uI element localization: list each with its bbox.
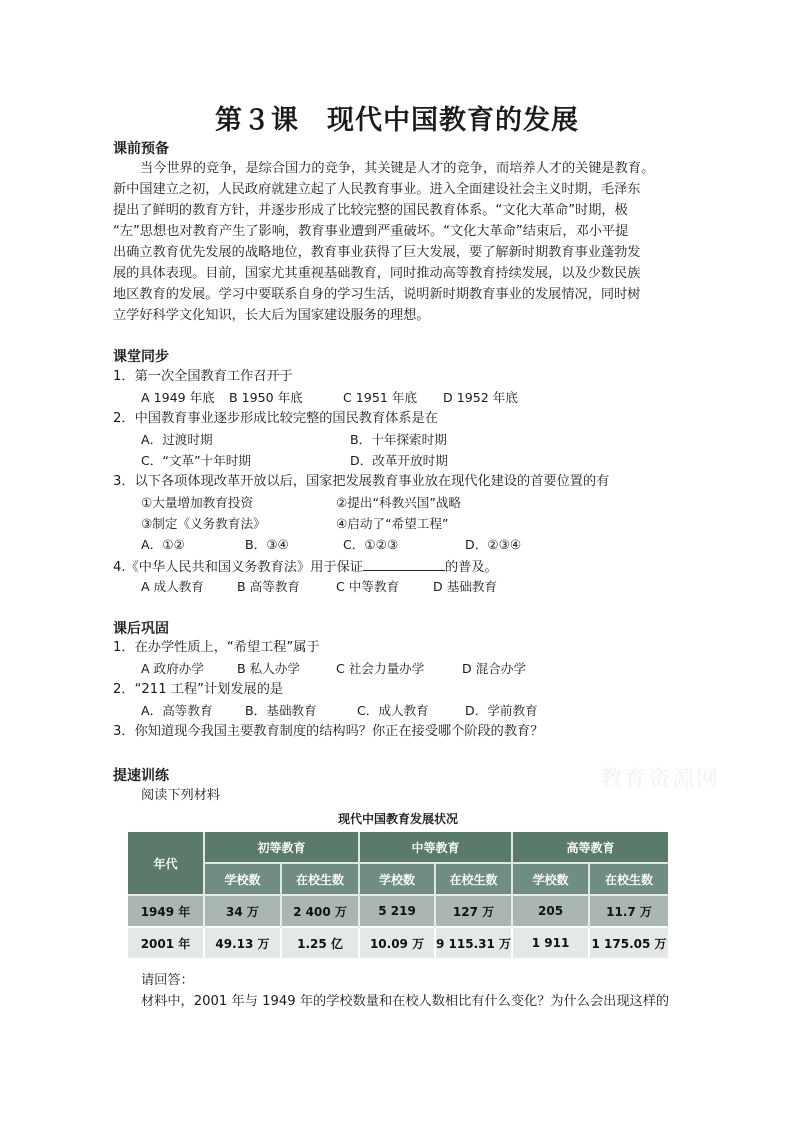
- paragraph-line: 立学好科学文化知识，长大后为国家建设服务的理想。: [113, 308, 430, 323]
- paragraph-line: 展的具体表现。目前，国家尤其重视基础教育，同时推动高等教育持续发展，以及少数民族: [113, 266, 641, 281]
- question-stem: [113, 556, 498, 578]
- page-title: 第３课 现代中国教育的发展: [215, 105, 579, 136]
- option-d: D 混合办学: [462, 661, 527, 676]
- option-c: C 社会力量办学: [336, 661, 425, 676]
- table-cell: 1 175.05 万: [589, 927, 668, 958]
- table-cell: 34 万: [204, 895, 281, 927]
- column-header-year: 年代: [128, 832, 204, 895]
- table-subheader-row: [128, 863, 668, 895]
- paragraph-line: 当今世界的竞争，是综合国力的竞争，其关键是人才的竞争，而培养人才的关键是教育。: [140, 161, 655, 176]
- table-cell: 1 911: [512, 927, 589, 958]
- option-b: B 高等教育: [237, 579, 301, 594]
- section-heading-preview: 课前预备: [113, 141, 169, 157]
- column-group-primary: 初等教育: [204, 832, 359, 863]
- column-header: 在校生数: [589, 863, 668, 895]
- table-cell: 2 400 万: [281, 895, 359, 927]
- table-cell: 1.25 亿: [281, 927, 359, 958]
- answer-prompt: 请回答：: [141, 973, 194, 988]
- question-stem: 3．你知道现今我国主要教育制度的结构吗？你正在接受哪个阶段的教育？: [113, 724, 544, 739]
- option-b: B．十年探索时期: [350, 432, 447, 447]
- option-a: A 1949 年底: [141, 390, 215, 405]
- section-heading-review: 课后巩固: [113, 621, 169, 637]
- question-stem: 2．“211 工程”计划发展的是: [113, 682, 284, 697]
- paragraph-line: “左”思想也对教育产生了影响，教育事业遭到严重破坏。“文化大革命”结束后，邓小平提: [113, 224, 629, 239]
- table-row: [128, 895, 668, 927]
- statement-item: ③制定《义务教育法》: [141, 516, 266, 531]
- option-a: A．高等教育: [141, 703, 213, 718]
- table-cell: 49.13 万: [204, 927, 281, 958]
- column-header: 学校数: [512, 863, 589, 895]
- table-cell: 2001 年: [128, 927, 204, 958]
- question-stem: 3．以下各项体现改革开放以后，国家把发展教育事业放在现代化建设的首要位置的有: [113, 474, 610, 489]
- table-cell: 10.09 万: [359, 927, 435, 958]
- question-stem: 1．在办学性质上，“希望工程”属于: [113, 640, 320, 655]
- option-d: D．学前教育: [465, 703, 538, 718]
- option-d: D 1952 年底: [443, 390, 518, 405]
- material-intro: 阅读下列材料: [141, 788, 221, 803]
- final-question: 材料中，2001 年与 1949 年的学校数量和在校人数相比有什么变化？为什么会出现这样的: [141, 994, 670, 1009]
- option-c: C．①②③: [343, 537, 399, 552]
- column-header: 学校数: [359, 863, 435, 895]
- option-c: C．“文革”十年时期: [141, 453, 251, 468]
- section-heading-speed-training: 提速训练: [113, 768, 169, 784]
- education-data-table: [128, 832, 668, 958]
- column-group-secondary: 中等教育: [359, 832, 512, 863]
- table-cell: 127 万: [435, 895, 512, 927]
- table-cell: 205: [512, 895, 589, 927]
- option-d: D．②③④: [465, 537, 522, 552]
- option-a: A．过渡时期: [141, 432, 213, 447]
- table-caption: 现代中国教育发展状况: [337, 812, 458, 826]
- option-c: C 中等教育: [336, 579, 400, 594]
- answer-blank: [363, 556, 445, 571]
- watermark-logo: 教育资源网: [600, 767, 721, 792]
- question-stem: 1．第一次全国教育工作召开于: [113, 369, 293, 384]
- table-cell: 5 219: [359, 895, 435, 927]
- question-stem: 2．中国教育事业逐步形成比较完整的国民教育体系是在: [113, 411, 438, 426]
- paragraph-line: 提出了鲜明的教育方针，并逐步形成了比较完整的国民教育体系。“文化大革命”时期，极: [113, 203, 628, 218]
- paragraph-line: 新中国建立之初，人民政府就建立起了人民教育事业。进入全面建设社会主义时期，毛泽东: [113, 182, 641, 197]
- option-d: D．改革开放时期: [350, 453, 448, 468]
- option-a: A．①②: [141, 537, 185, 552]
- statement-item: ②提出“科教兴国”战略: [336, 495, 462, 510]
- option-c: C 1951 年底: [343, 390, 418, 405]
- option-b: B 1950 年底: [229, 390, 303, 405]
- column-header: 在校生数: [435, 863, 512, 895]
- column-group-higher: 高等教育: [512, 832, 668, 863]
- column-header: 学校数: [204, 863, 281, 895]
- statement-item: ①大量增加教育投资: [141, 495, 254, 510]
- option-b: B．③④: [245, 537, 289, 552]
- stem-text: 的普及。: [444, 560, 498, 575]
- stem-text: 4.《中华人民共和国义务教育法》用于保证: [113, 560, 363, 575]
- table-cell: 9 115.31 万: [435, 927, 512, 958]
- option-a: A 政府办学: [141, 661, 204, 676]
- option-b: B．基础教育: [245, 703, 317, 718]
- paragraph-line: 地区教育的发展。学习中要联系自身的学习生活，说明新时期教育事业的发展情况，同时树: [113, 287, 641, 302]
- table-row: [128, 927, 668, 958]
- paragraph-line: 出确立教育优先发展的战略地位，教育事业获得了巨大发展，要了解新时期教育事业蓬勃发: [113, 245, 641, 260]
- statement-item: ④启动了“希望工程”: [336, 516, 449, 531]
- column-header: 在校生数: [281, 863, 359, 895]
- option-a: A 成人教育: [141, 579, 204, 594]
- table-cell: 11.7 万: [589, 895, 668, 927]
- option-b: B 私人办学: [237, 661, 301, 676]
- table-header-row: [128, 832, 668, 863]
- option-d: D 基础教育: [433, 579, 498, 594]
- option-c: C．成人教育: [357, 703, 429, 718]
- section-heading-classroom: 课堂同步: [113, 349, 169, 365]
- table-cell: 1949 年: [128, 895, 204, 927]
